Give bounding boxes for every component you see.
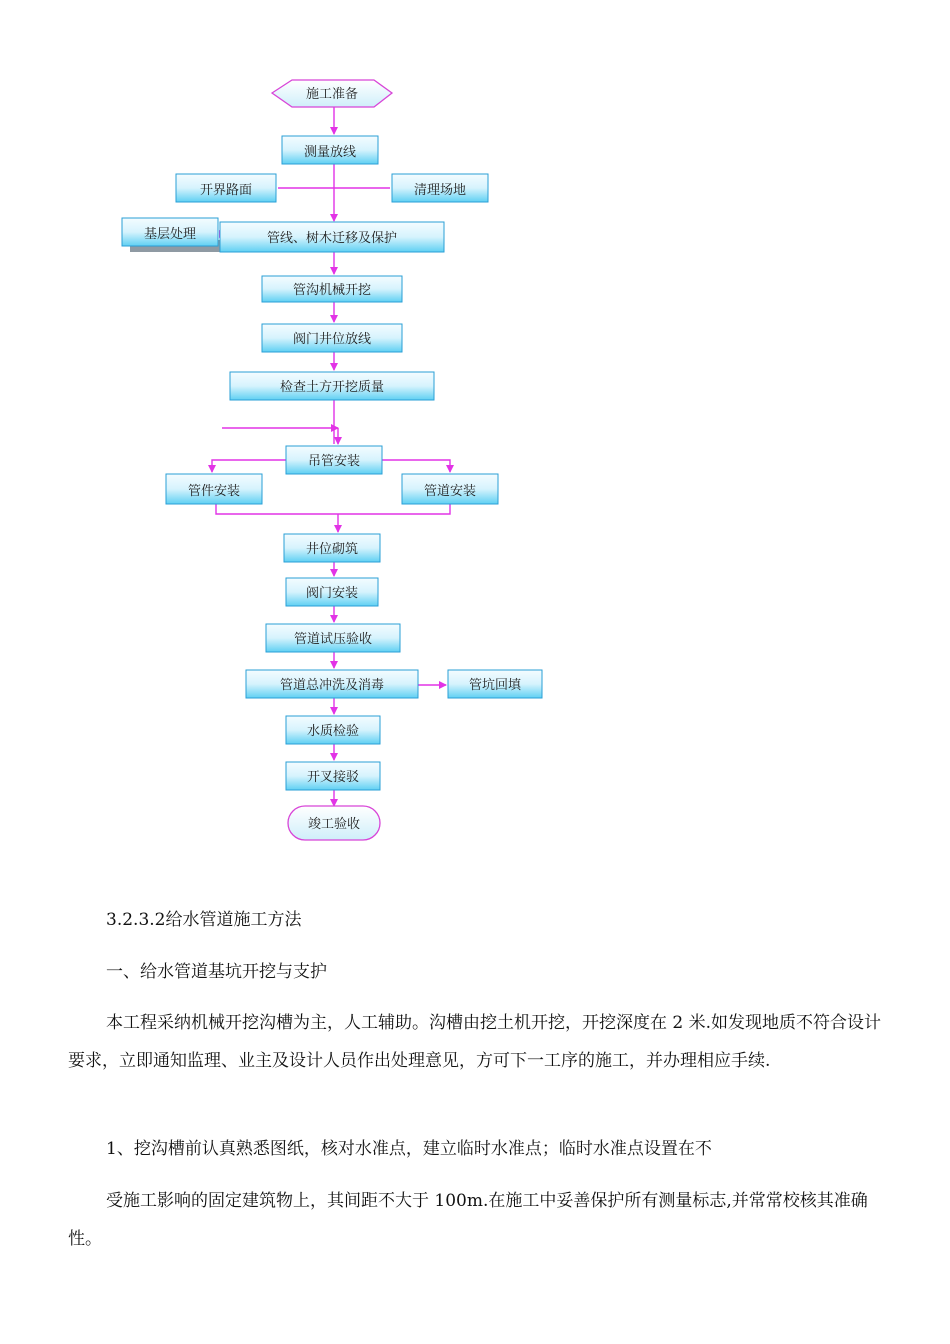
node-valve-layout-label: 阀门井位放线 <box>292 332 372 347</box>
paragraph-2: 1、挖沟槽前认真熟悉图纸，核对水准点，建立临时水准点；临时水准点设置在不 <box>106 1139 712 1159</box>
paragraph-3: 受施工影响的固定建筑物上，其间距不大于 100m.在施工中妥善保护所有测量标志,并常常校核其准确性。 <box>68 1191 868 1249</box>
node-relocate-label: 管线、树木迁移及保护 <box>266 231 398 246</box>
node-end-label: 竣工验收 <box>307 817 361 832</box>
node-hoist-label: 吊管安装 <box>307 454 361 469</box>
node-inspect-label: 检查土方开挖质量 <box>279 380 385 395</box>
node-backfill-label: 管坑回填 <box>468 678 522 693</box>
line-fittings-merge <box>216 504 338 514</box>
paragraph-1: 本工程采纳机械开挖沟槽为主，人工辅助。沟槽由挖土机开挖，开挖深度在 2 米.如发现地质不符合设计要求，立即通知监理、业主及设计人员作出处理意见，方可下一工序的施工，并办理相应手续. <box>68 1013 882 1071</box>
node-road-label: 开界路面 <box>199 183 253 198</box>
node-base-label: 基层处理 <box>143 227 197 242</box>
node-flush-label: 管道总冲洗及消毒 <box>279 678 385 693</box>
node-excavate-label: 管沟机械开挖 <box>292 283 372 298</box>
node-pipe-label: 管道安装 <box>423 484 477 499</box>
arrow-hoist-pipe <box>382 460 450 472</box>
node-survey-label: 测量放线 <box>303 145 357 160</box>
arrow-hoist-fittings <box>212 460 286 472</box>
section-subtitle: 一、给水管道基坑开挖与支护 <box>106 962 327 982</box>
node-start-label: 施工准备 <box>305 87 359 102</box>
node-pressure-label: 管道试压验收 <box>293 632 373 647</box>
node-tap-label: 开叉接驳 <box>306 770 360 785</box>
line-pipe-merge <box>338 504 450 514</box>
node-valve-label: 阀门安装 <box>305 586 359 601</box>
section-number-title: 3.2.3.2给水管道施工方法 <box>106 910 302 930</box>
node-clear-label: 清理场地 <box>413 183 467 198</box>
node-water-label: 水质检验 <box>306 724 360 739</box>
node-start <box>272 80 392 107</box>
node-well-label: 井位砌筑 <box>305 542 359 557</box>
node-fittings-label: 管件安装 <box>187 484 241 499</box>
